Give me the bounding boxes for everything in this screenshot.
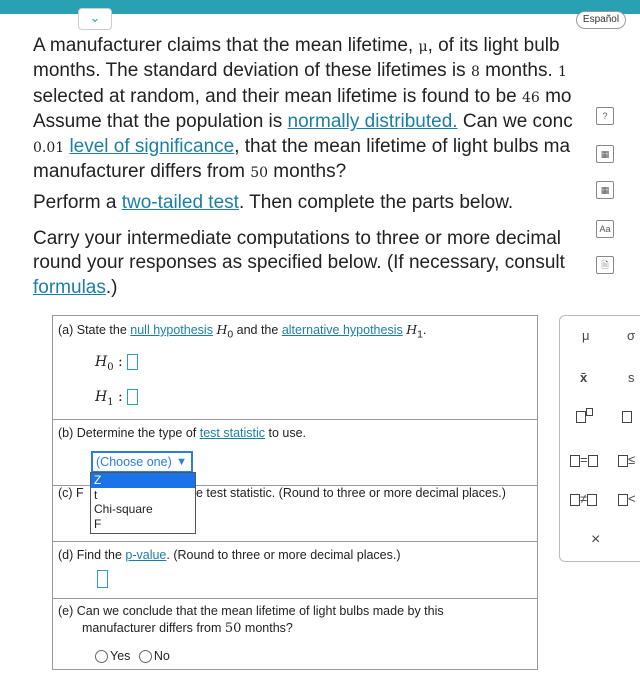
close-icon[interactable]: × xyxy=(591,531,601,548)
option-chi-square[interactable]: Chi-square xyxy=(94,502,153,516)
part-b: (b) Determine the type of test statistic to use. (Choose one) ▼ xyxy=(53,420,537,486)
equals-button[interactable]: = xyxy=(570,452,598,467)
superscript-button[interactable] xyxy=(576,408,593,423)
two-tailed-test-link[interactable]: two-tailed test xyxy=(121,192,239,213)
part-d: (d) Find the p-value. (Round to three or more decimal places.) xyxy=(53,542,537,599)
p-value-link[interactable]: p-value xyxy=(125,548,167,562)
glossary-icon[interactable]: Aa xyxy=(596,220,614,238)
data-table-icon[interactable]: ▦ xyxy=(596,181,614,199)
null-hypothesis-link[interactable]: null hypothesis xyxy=(130,323,213,337)
document-icon[interactable]: 🗎 xyxy=(596,256,614,274)
option-f[interactable]: F xyxy=(94,516,102,531)
help-icon[interactable]: ? xyxy=(596,107,614,125)
test-type-dropdown[interactable]: (Choose one) ▼ xyxy=(91,451,193,473)
normally-distributed-link[interactable]: normally distributed. xyxy=(287,111,458,133)
not-equal-button[interactable]: ≠ xyxy=(570,491,597,506)
mu-button[interactable]: μ xyxy=(582,328,590,343)
less-equal-button[interactable]: ≤ xyxy=(618,452,635,467)
math-palette xyxy=(559,315,640,562)
instruction-text: Perform a two-tailed test. Then complete the parts below. xyxy=(33,192,514,213)
language-toggle-button[interactable]: Español xyxy=(576,11,626,29)
s-button[interactable]: s xyxy=(628,370,635,385)
calculator-icon[interactable]: ▦ xyxy=(596,145,614,163)
part-e: (e) Can we conclude that the mean lifetime of light bulbs made by this manufacturer differs from 50 months? Yes No xyxy=(58,604,444,663)
less-than-button[interactable]: < xyxy=(618,491,636,506)
xbar-button[interactable]: x̄ xyxy=(580,370,588,385)
option-t[interactable]: t xyxy=(94,487,98,502)
carry-instruction: Carry your intermediate computations to three or more decimal round your responses as specified below. (If necessary, consult formulas.) xyxy=(33,228,565,298)
h0-input[interactable] xyxy=(127,354,138,370)
h1-input[interactable] xyxy=(127,389,138,405)
alternative-hypothesis-link[interactable]: alternative hypothesis xyxy=(281,323,403,337)
h0-row: $H_0$ : xyxy=(95,354,138,373)
subscript-button[interactable] xyxy=(622,408,632,423)
sigma-button[interactable]: σ xyxy=(627,328,636,343)
dropdown-arrow-icon: ▼ xyxy=(176,456,187,468)
test-type-options xyxy=(90,472,196,534)
part-c: (c) F e test statistic. (Round to three or more decimal places.) xyxy=(53,486,537,542)
part-a: (a) State the null hypothesis $H_0$ and the alternative hypothesis $H_1$. $H_0$ : $H_1$ : xyxy=(53,316,537,420)
test-statistic-link[interactable]: test statistic xyxy=(199,426,266,440)
p-value-input[interactable] xyxy=(97,570,108,588)
collapse-chevron-icon[interactable]: ⌄ xyxy=(78,8,112,30)
h1-row: $H_1$ : xyxy=(95,389,138,408)
level-of-significance-link[interactable]: level of significance xyxy=(69,135,235,157)
option-z[interactable]: Z xyxy=(91,473,195,488)
yes-radio[interactable] xyxy=(95,650,108,663)
formulas-link[interactable]: formulas xyxy=(33,276,106,298)
problem-statement: A manufacturer claims that the mean lifetime, μ, of its light bulb months. The standard deviation of these lifetimes is 8 months. 1 selected at random, and their mean lifetime is found to be 46 mo Assume that the population is normally distributed. Can we conc 0.01 level of significance, that the mean lifetime of light bulbs ma manufacturer differs from 50 months? xyxy=(33,35,573,183)
no-radio[interactable] xyxy=(139,650,152,663)
